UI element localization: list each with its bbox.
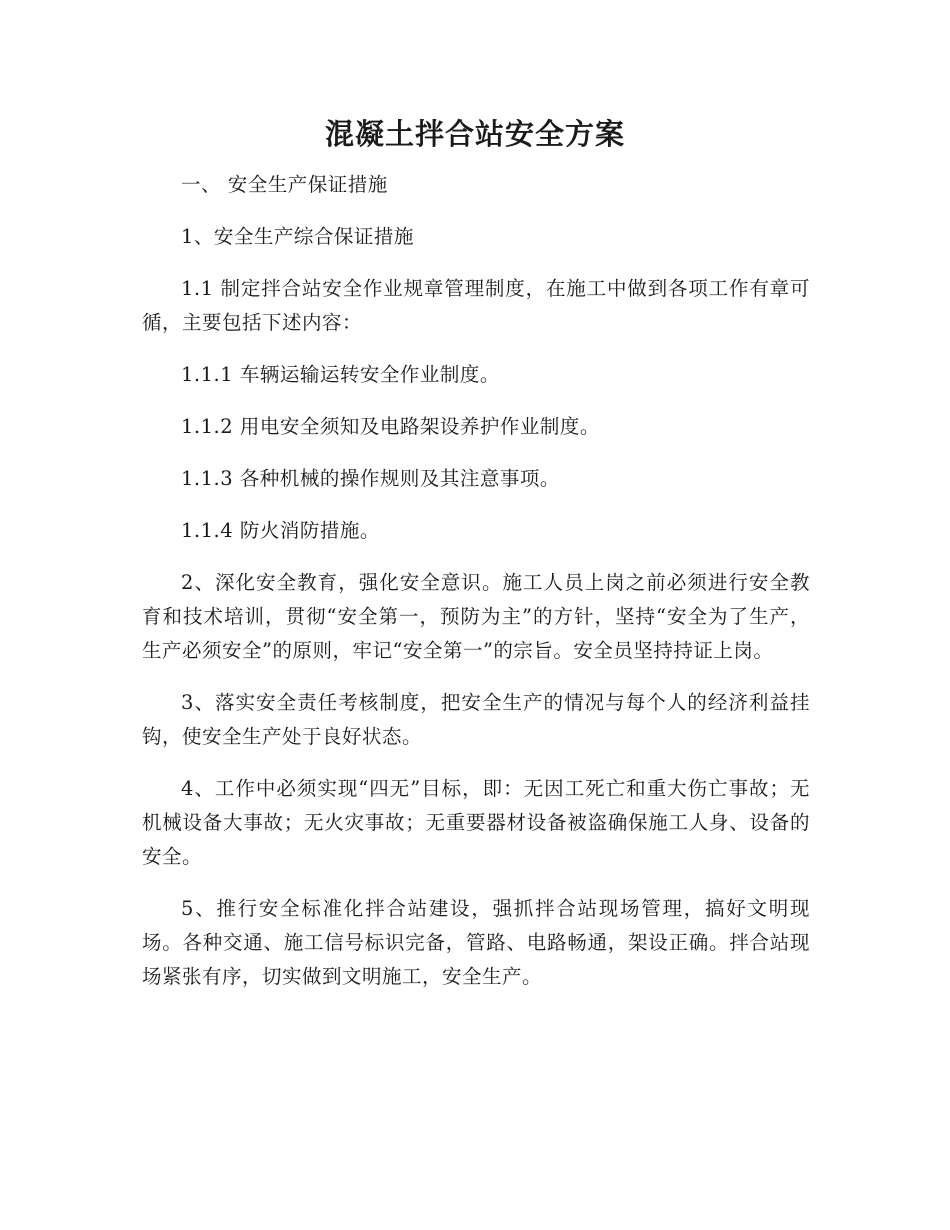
subsection-heading: 1、安全生产综合保证措施 (181, 225, 414, 248)
paragraph-1-1-2: 1.1.2 用电安全须知及电路架设养护作业制度。 (181, 415, 600, 438)
paragraph-1-1: 1.1 制定拌合站安全作业规章管理制度，在施工中做到各项工作有章可循，主要包括下述内容： (142, 277, 810, 334)
document-body (142, 168, 810, 1012)
paragraph-1-1-3: 1.1.3 各种机械的操作规则及其注意事项。 (181, 467, 560, 490)
paragraph-5: 5、推行安全标准化拌合站建设，强抓拌合站现场管理，搞好文明现场。各种交通、施工信号标识完备，管路、电路畅通，架设正确。拌合站现场紧张有序，切实做到文明施工，安全生产。 (142, 897, 810, 988)
paragraph-4: 4、工作中必须实现“四无”目标，即：无因工死亡和重大伤亡事故；无机械设备大事故；无火灾事故；无重要器材设备被盗确保施工人身、设备的安全。 (142, 777, 810, 868)
paragraph-2: 2、深化安全教育，强化安全意识。施工人员上岗之前必须进行安全教育和技术培训，贯彻“安全第一，预防为主”的方针，坚持“安全为了生产，生产必须安全”的原则，牢记“安全第一”的宗旨。安全员坚持持证上岗。 (142, 571, 810, 662)
section-heading: 一、 安全生产保证措施 (181, 173, 388, 196)
paragraph-1-1-1: 1.1.1 车辆运输运转安全作业制度。 (181, 363, 500, 386)
paragraph-3: 3、落实安全责任考核制度，把安全生产的情况与每个人的经济利益挂钩，使安全生产处于良好状态。 (142, 691, 810, 748)
paragraph-1-1-4: 1.1.4 防火消防措施。 (181, 519, 380, 542)
document-title: 混凝土拌合站安全方案 (324, 117, 625, 151)
